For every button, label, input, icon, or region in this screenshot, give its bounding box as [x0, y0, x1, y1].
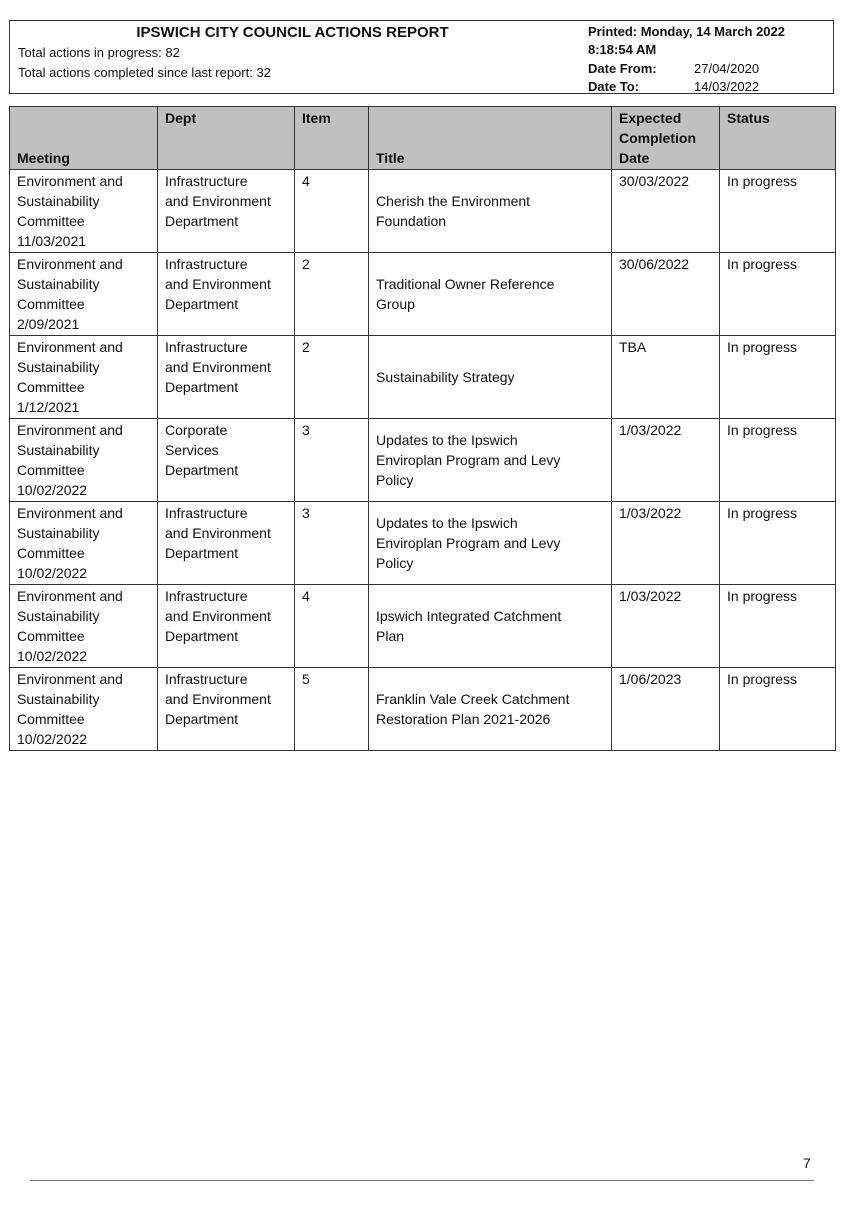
- meeting-line: 1/12/2021: [17, 399, 80, 415]
- date-to: [588, 79, 759, 94]
- title-line: Franklin Vale Creek Catchment: [376, 691, 570, 707]
- printed-date: Printed: Monday, 14 March 2022: [588, 24, 785, 39]
- meeting-line: Sustainability: [17, 193, 100, 209]
- expected-line-2: Completion: [619, 130, 696, 146]
- meeting-line: Environment and: [17, 422, 123, 438]
- dept-line: Department: [165, 296, 239, 312]
- meeting-line: Environment and: [17, 173, 123, 189]
- dept-line: Department: [165, 628, 239, 644]
- column-header-item: Item: [295, 107, 369, 170]
- meeting-line: Sustainability: [17, 608, 100, 624]
- column-header-expected-completion-date: [612, 107, 720, 170]
- meeting-line: Sustainability: [17, 691, 100, 707]
- date-from-label: Date From:: [588, 61, 657, 76]
- table-row: [10, 419, 836, 502]
- meeting-line: Committee: [17, 213, 85, 229]
- meeting-line: Committee: [17, 296, 85, 312]
- dept-line: Department: [165, 711, 239, 727]
- dept-line: Infrastructure: [165, 339, 248, 355]
- cell-status: In progress: [720, 419, 836, 502]
- cell-status: In progress: [720, 502, 836, 585]
- table-header-row: [10, 107, 836, 170]
- cell-meeting: [10, 419, 158, 502]
- title-line: Group: [376, 296, 415, 312]
- footer-divider: [30, 1180, 814, 1181]
- cell-dept: [158, 170, 295, 253]
- cell-title: [369, 253, 612, 336]
- cell-item: 4: [295, 585, 369, 668]
- dept-line: Infrastructure: [165, 173, 248, 189]
- dept-line: Corporate: [165, 422, 228, 438]
- date-to-value: 14/03/2022: [694, 79, 760, 94]
- title-line: Policy: [376, 472, 414, 488]
- report-title: IPSWICH CITY COUNCIL ACTIONS REPORT: [136, 24, 449, 41]
- column-header-status: Status: [720, 107, 836, 170]
- cell-dept: [158, 668, 295, 751]
- title-line: Ipswich Integrated Catchment: [376, 608, 562, 624]
- dept-line: Department: [165, 462, 239, 478]
- meeting-line: Sustainability: [17, 442, 100, 458]
- dept-line: Department: [165, 213, 239, 229]
- title-line: Traditional Owner Reference: [376, 276, 555, 292]
- actions-completed-summary: Total actions completed since last report: 32: [18, 65, 271, 80]
- title-line: Foundation: [376, 213, 447, 229]
- cell-status: In progress: [720, 585, 836, 668]
- cell-dept: [158, 253, 295, 336]
- cell-title: [369, 502, 612, 585]
- cell-meeting: [10, 253, 158, 336]
- table-row: [10, 253, 836, 336]
- cell-dept: [158, 585, 295, 668]
- cell-expected-date: 1/03/2022: [612, 419, 720, 502]
- meeting-line: 11/03/2021: [17, 233, 87, 249]
- dept-line: and Environment: [165, 193, 271, 209]
- meeting-line: Sustainability: [17, 525, 100, 541]
- table-row: [10, 170, 836, 253]
- meeting-line: Sustainability: [17, 276, 100, 292]
- cell-meeting: [10, 502, 158, 585]
- cell-dept: [158, 419, 295, 502]
- cell-title: [369, 585, 612, 668]
- cell-item: 3: [295, 502, 369, 585]
- dept-line: Department: [165, 545, 239, 561]
- dept-line: and Environment: [165, 525, 271, 541]
- cell-meeting: [10, 585, 158, 668]
- title-line: Cherish the Environment: [376, 193, 531, 209]
- cell-status: In progress: [720, 336, 836, 419]
- dept-line: Department: [165, 379, 239, 395]
- dept-line: Infrastructure: [165, 505, 248, 521]
- cell-item: 5: [295, 668, 369, 751]
- table-row: [10, 336, 836, 419]
- dept-line: Infrastructure: [165, 256, 248, 272]
- column-header-dept: Dept: [158, 107, 295, 170]
- cell-expected-date: 1/06/2023: [612, 668, 720, 751]
- cell-title: [369, 336, 612, 419]
- meeting-line: Committee: [17, 628, 85, 644]
- cell-item: 4: [295, 170, 369, 253]
- title-line: Sustainability Strategy: [376, 369, 515, 385]
- meeting-line: Committee: [17, 545, 85, 561]
- title-line: Policy: [376, 555, 414, 571]
- title-line: Restoration Plan 2021-2026: [376, 711, 551, 727]
- title-line: Enviroplan Program and Levy: [376, 535, 561, 551]
- meeting-line: Environment and: [17, 256, 123, 272]
- dept-line: and Environment: [165, 691, 271, 707]
- meeting-line: 10/02/2022: [17, 731, 88, 747]
- cell-title: [369, 419, 612, 502]
- dept-line: and Environment: [165, 359, 271, 375]
- table-row: [10, 502, 836, 585]
- meeting-line: Committee: [17, 711, 85, 727]
- cell-expected-date: TBA: [612, 336, 720, 419]
- cell-expected-date: 30/06/2022: [612, 253, 720, 336]
- cell-title: [369, 668, 612, 751]
- table-row: [10, 668, 836, 751]
- table-row: [10, 585, 836, 668]
- cell-meeting: [10, 668, 158, 751]
- meeting-line: Committee: [17, 462, 85, 478]
- dept-line: Infrastructure: [165, 671, 248, 687]
- dept-line: Services: [165, 442, 219, 458]
- dept-line: Infrastructure: [165, 588, 248, 604]
- meeting-line: 10/02/2022: [17, 648, 88, 664]
- page-number: 7: [803, 1155, 811, 1171]
- cell-meeting: [10, 336, 158, 419]
- meeting-line: Environment and: [17, 339, 123, 355]
- meeting-line: Environment and: [17, 588, 123, 604]
- cell-expected-date: 1/03/2022: [612, 585, 720, 668]
- date-from-value: 27/04/2020: [694, 61, 760, 76]
- cell-meeting: [10, 170, 158, 253]
- cell-status: In progress: [720, 668, 836, 751]
- meeting-line: 10/02/2022: [17, 482, 88, 498]
- meeting-line: Environment and: [17, 671, 123, 687]
- meeting-line: Sustainability: [17, 359, 100, 375]
- column-header-meeting: Meeting: [10, 107, 158, 170]
- printed-info: [588, 23, 785, 59]
- title-line: Plan: [376, 628, 405, 644]
- dept-line: and Environment: [165, 276, 271, 292]
- cell-item: 3: [295, 419, 369, 502]
- title-line: Updates to the Ipswich: [376, 515, 518, 531]
- dept-line: and Environment: [165, 608, 271, 624]
- cell-status: In progress: [720, 253, 836, 336]
- printed-time: 8:18:54 AM: [588, 42, 657, 57]
- meeting-line: 2/09/2021: [17, 316, 80, 332]
- cell-item: 2: [295, 336, 369, 419]
- cell-status: In progress: [720, 170, 836, 253]
- actions-table: [9, 106, 836, 751]
- cell-item: 2: [295, 253, 369, 336]
- expected-line-3: Date: [619, 150, 650, 166]
- meeting-line: Committee: [17, 379, 85, 395]
- title-line: Updates to the Ipswich: [376, 432, 518, 448]
- date-to-label: Date To:: [588, 79, 640, 94]
- title-line: Enviroplan Program and Levy: [376, 452, 561, 468]
- meeting-line: Environment and: [17, 505, 123, 521]
- column-header-title: Title: [369, 107, 612, 170]
- cell-title: [369, 170, 612, 253]
- cell-dept: [158, 502, 295, 585]
- cell-dept: [158, 336, 295, 419]
- expected-line-1: Expected: [619, 110, 682, 126]
- meeting-line: 10/02/2022: [17, 565, 88, 581]
- cell-expected-date: 30/03/2022: [612, 170, 720, 253]
- report-header: [9, 20, 834, 94]
- cell-expected-date: 1/03/2022: [612, 502, 720, 585]
- actions-in-progress-summary: Total actions in progress: 82: [18, 45, 180, 60]
- date-from: [588, 61, 759, 76]
